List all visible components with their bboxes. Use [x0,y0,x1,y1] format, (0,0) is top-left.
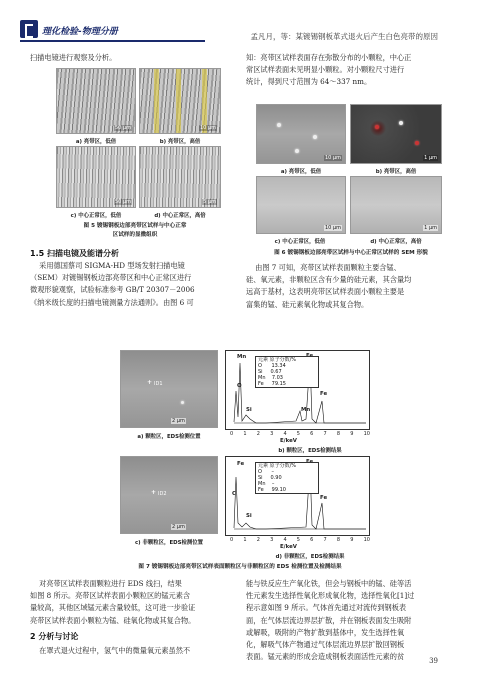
fig5-scale-d: 5 μm [203,199,216,205]
fig6-scale-a: 10 μm [324,155,341,161]
fig7-ticks-d: 0 1 2 3 4 5 6 7 8 9 10 [230,537,370,543]
fig5-label-a: a) 亮带区，低倍 [75,139,117,145]
right-paragraph-2: 由图 7 可知，亮带区试样表面颗粒主要含锰、 硅、氧元素，非颗粒区含有少量的硅元素，其含量均 远高于基材，这表明亮带区试样表面小颗粒主要是 富集的锰、硅元素氧化物或其复合物。 [246,263,412,309]
journal-brand: 理化检验-物理分册 [42,27,118,37]
header-rule [20,40,205,42]
fig7-caption: 图 7 镀锡钢板边部亮带区试样表面颗粒区与非颗粒区的 EDS 检测位置及检测结果 [138,564,342,570]
fig6-image-a [256,104,346,164]
bottom-left-paragraph-2: 在罩式退火过程中，氢气中的微量氧元素虽然不 [30,646,191,655]
fig6-image-b [350,104,442,164]
fig7-label-d: d) 非颗粒区，EDS检测结果 [275,554,345,560]
fig5-scale-b: 10 μm [199,125,216,131]
table-b-header: 元素 原子分数/% [258,357,297,363]
fig6-label-d: d) 中心正常区，高倍 [370,239,422,245]
fig5-label-d: d) 中心正常区，高倍 [154,213,206,219]
fig5-image-c [56,146,136,208]
peak-d-fe3: Fe [320,495,328,501]
section-2-heading: 2 分析与讨论 [30,632,79,641]
fig7-image-a: + ID1 2 μm [120,350,218,428]
fig6-label-c: c) 中心正常区，低倍 [274,239,326,245]
bottom-left-paragraph: 对亮带区试样表面颗粒进行 EDS 线扫，结果 如图 8 所示。亮带区试样表面小颗粒区的锰元素含 量较高，其他区域锰元素含量较低，这可进一步验证 亮带区试样表面小颗粒为锰、硅氧化物或其复合物。 [30,579,196,625]
fig7-scale-c: 2 μm [172,524,185,530]
fig6-label-b: b) 亮带区，高倍 [375,169,417,175]
peak-b-fe3: Fe [320,391,328,397]
peak-b-si: Si [246,407,252,413]
fig7-label-b: b) 颗粒区，EDS检测结果 [278,448,342,454]
fig7-table-d: 元素 原子分数/% O – Si 0.90 Mn – Fe 99.10 [255,462,319,494]
fig6-label-a: a) 亮带区，低倍 [280,169,322,175]
fig7-xlabel-d: E/keV [280,544,297,550]
fig5-scale-a: 50 μm [114,125,131,131]
left-paragraph-1: 扫描电镜进行观察及分析。 [30,53,117,62]
peak-d-c: C [232,491,236,497]
fig6-caption: 图 6 镀锡钢板边部亮带区试样与中心正常区试样的 SEM 形貌 [274,250,428,256]
table-d-header: 元素 原子分数/% [258,463,297,469]
left-paragraph-2: 采用德国蔡司 SIGMA-HD 型场发射扫描电镜 （SEM）对镀锡钢板边部亮带区和中心正常区进行 微观形貌观察，试验标准参考 GB/T 20307－2006 《纳米级长度的扫描电镜测量方法通则》。由图 6 可 [30,261,195,307]
fig7-table-b: 元素 原子分数/% O 13.34 Si 0.67 Mn 7.03 Fe 79.15 [255,356,319,388]
fig7-label-c: c) 非颗粒区，EDS检测位置 [134,540,204,546]
page-number: 39 [429,657,438,665]
fig7-spot-a: ID1 [154,381,163,387]
bottom-right-paragraph: 能与铁反应生产氧化铁，但会与钢板中的锰、硅等活 性元素发生选择性氧化形成氧化物，选择性氧化[1]过 程示意如图 9 所示。气体首先通过对流传到钢板表 面，在气体层流边界层扩散，并在钢板表面发生吸附 或解吸，吸附的产物扩散到基体中，发生选择性氧 化，解吸气体产物通过气体层流边界层扩散回钢板 表面。锰元素的形成会造成钢板表面活性元素的贫 [246,579,415,662]
peak-b-mn2: Mn [301,407,311,413]
fig5-caption-line2: 区试样的显微组织 [112,232,158,238]
fig7-xlabel-b: E/keV [280,438,297,444]
peak-d-si: Si [246,513,252,519]
fig5-scale-c: 50 μm [114,199,131,205]
fig6-scale-c: 10 μm [324,225,341,231]
fig6-image-d [350,176,442,234]
fig7-label-a: a) 颗粒区，EDS检测位置 [137,434,201,440]
fig5-image-d [139,146,221,208]
right-paragraph-1: 知：亮带区试样表面存在弥散分布的小颗粒，中心正 常区试样表面未见明显小颗粒。对小颗粒尺寸进行 统计，得到尺寸范围为 64～337 nm。 [246,53,412,87]
fig6-image-c [256,176,346,234]
running-title: 孟凡月，等：某镀锡钢板革式退火后产生白色亮带的原因 [250,32,438,41]
fig5-label-b: b) 亮带区，高倍 [159,139,201,145]
fig5-caption-line1: 图 5 镀锡钢板边部亮带区试样与中心正常 [83,223,187,229]
peak-d-fe: Fe [237,461,245,467]
fig6-scale-d: 1 μm [424,225,437,231]
journal-logo-icon [20,20,38,38]
fig6-scale-b: 1 μm [424,155,437,161]
section-1-5-heading: 1.5 扫描电镜及能谱分析 [30,249,119,258]
fig5-label-c: c) 中心正常区，低倍 [70,213,122,219]
fig7-ticks-b: 0 1 2 3 4 5 6 7 8 9 10 [230,431,370,437]
fig7-image-c: + ID2 2 μm [120,456,218,534]
peak-b-mn: Mn [237,354,247,360]
peak-b-o: O [237,383,242,389]
fig7-scale-a: 2 μm [172,418,185,424]
fig5-image-a [56,68,136,134]
fig5-image-b [139,68,221,134]
fig7-spot-c: ID2 [158,491,167,497]
